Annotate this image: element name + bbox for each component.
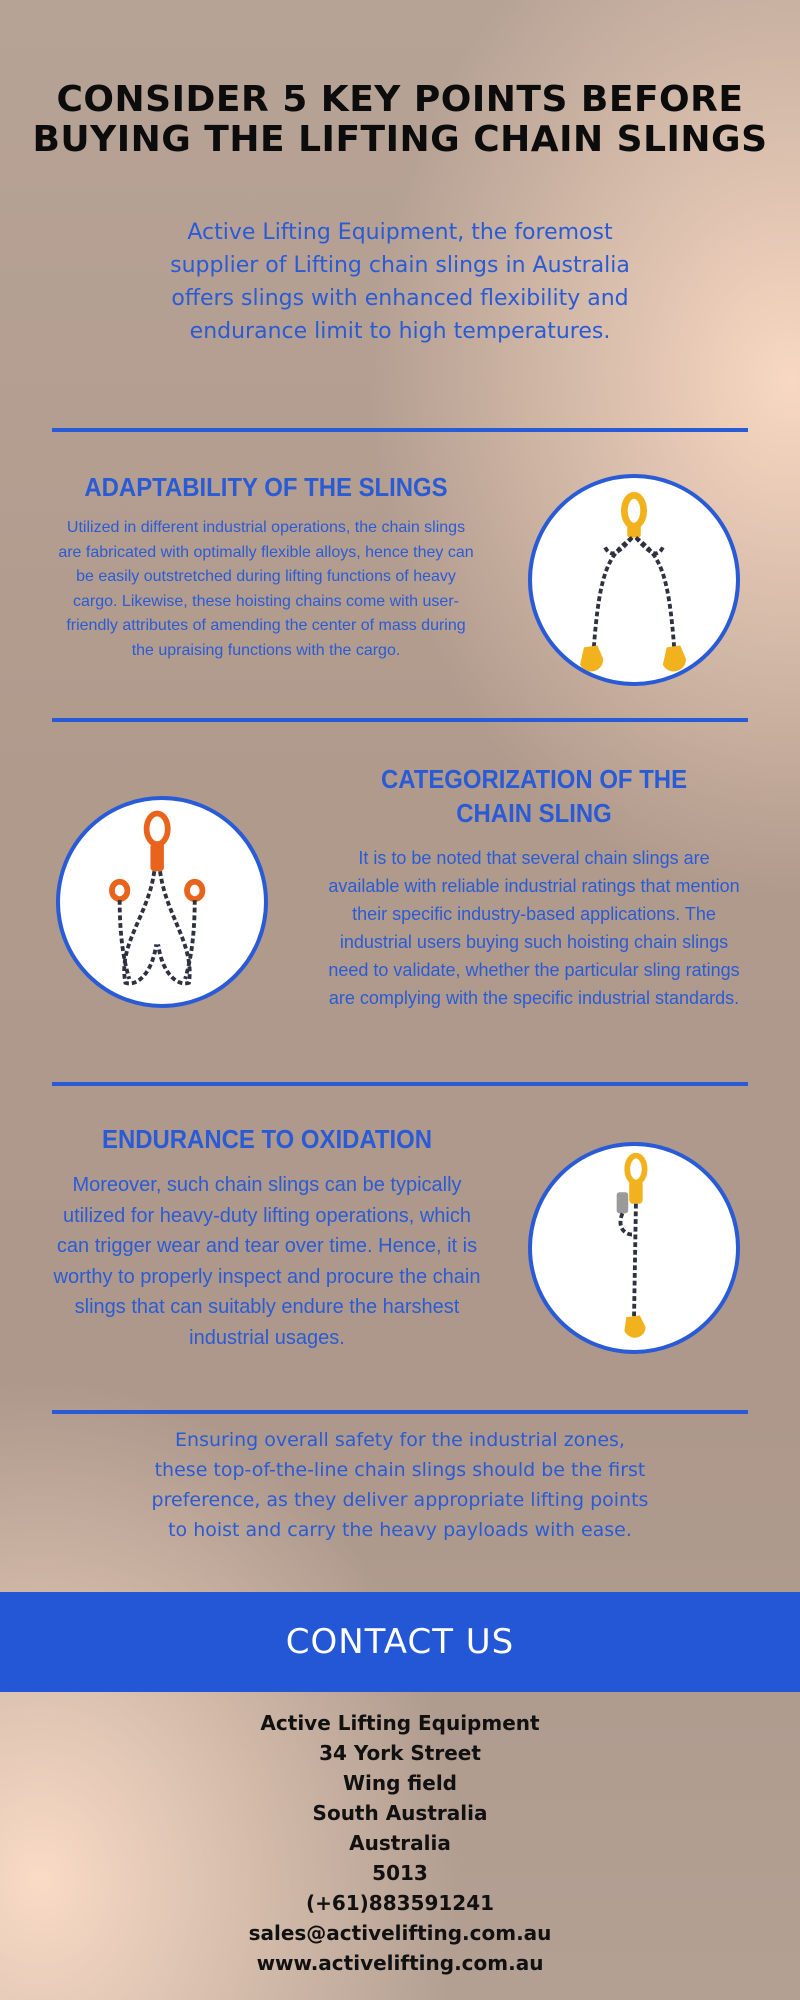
email-link[interactable]: sales@activelifting.com.au <box>248 1921 552 1945</box>
company-name: Active Lifting Equipment <box>260 1711 540 1735</box>
country: Australia <box>349 1831 451 1855</box>
contact-banner <box>0 1592 800 1692</box>
section-heading-adaptability: ADAPTABILITY OF THE SLINGS <box>84 472 448 502</box>
two-leg-chain-sling-yellow-icon <box>528 474 740 686</box>
title-line-1: CONSIDER 5 KEY POINTS BEFORE <box>56 79 744 120</box>
postcode: 5013 <box>372 1861 428 1885</box>
street-address: 34 York Street <box>319 1741 481 1765</box>
contact-title: CONTACT US <box>285 1622 515 1662</box>
closing-text: Ensuring overall safety for the industrial zones, these top-of-the-line chain slings should be the first preference, as they deliver appropriate lifting points to hoist and carry the heavy payloads with ease. <box>151 1429 649 1541</box>
section-divider <box>52 1082 748 1086</box>
single-leg-chain-sling-icon <box>528 1142 740 1354</box>
two-leg-chain-sling-orange-icon <box>56 796 268 1008</box>
suburb: Wing field <box>343 1771 457 1795</box>
section-divider <box>52 1410 748 1414</box>
website-link[interactable]: www.activelifting.com.au <box>256 1951 544 1975</box>
section-body-categorization: It is to be noted that several chain slings are available with reliable industrial ratings that mention their specific industry-based applications. The industrial users buying such hoisting chain slings need to validate, whether the particular sling ratings are complying with the specific industrial standards. <box>328 848 740 1008</box>
state: South Australia <box>312 1801 488 1825</box>
phone-number[interactable]: (+61)883591241 <box>305 1891 495 1915</box>
contact-details <box>0 1708 800 1978</box>
page-title <box>0 80 800 160</box>
section-divider <box>52 718 748 722</box>
section-body-endurance: Moreover, such chain slings can be typically utilized for heavy-duty lifting operations, which can trigger wear and tear over time. Hence, it is worthy to properly inspect and procure the chain slings that can suitably endure the harshest industrial usages. <box>53 1174 481 1349</box>
section-heading-endurance: ENDURANCE TO OXIDATION <box>101 1124 433 1154</box>
intro-text: Active Lifting Equipment, the foremost supplier of Lifting chain slings in Australia offers slings with enhanced flexibility and endurance limit to high temperatures. <box>170 220 630 344</box>
section-body-adaptability: Utilized in different industrial operations, the chain slings are fabricated with optimally flexible alloys, hence they can be easily outstretched during lifting functions of heavy cargo. Likewise, these hoisting chains come with user-friendly attributes of amending the center of mass during the upraising functions with the cargo. <box>58 519 474 659</box>
section-heading-categorization: CATEGORIZATION OF THE CHAIN SLING <box>380 764 688 828</box>
section-divider <box>52 428 748 432</box>
title-line-2: BUYING THE LIFTING CHAIN SLINGS <box>32 119 768 160</box>
